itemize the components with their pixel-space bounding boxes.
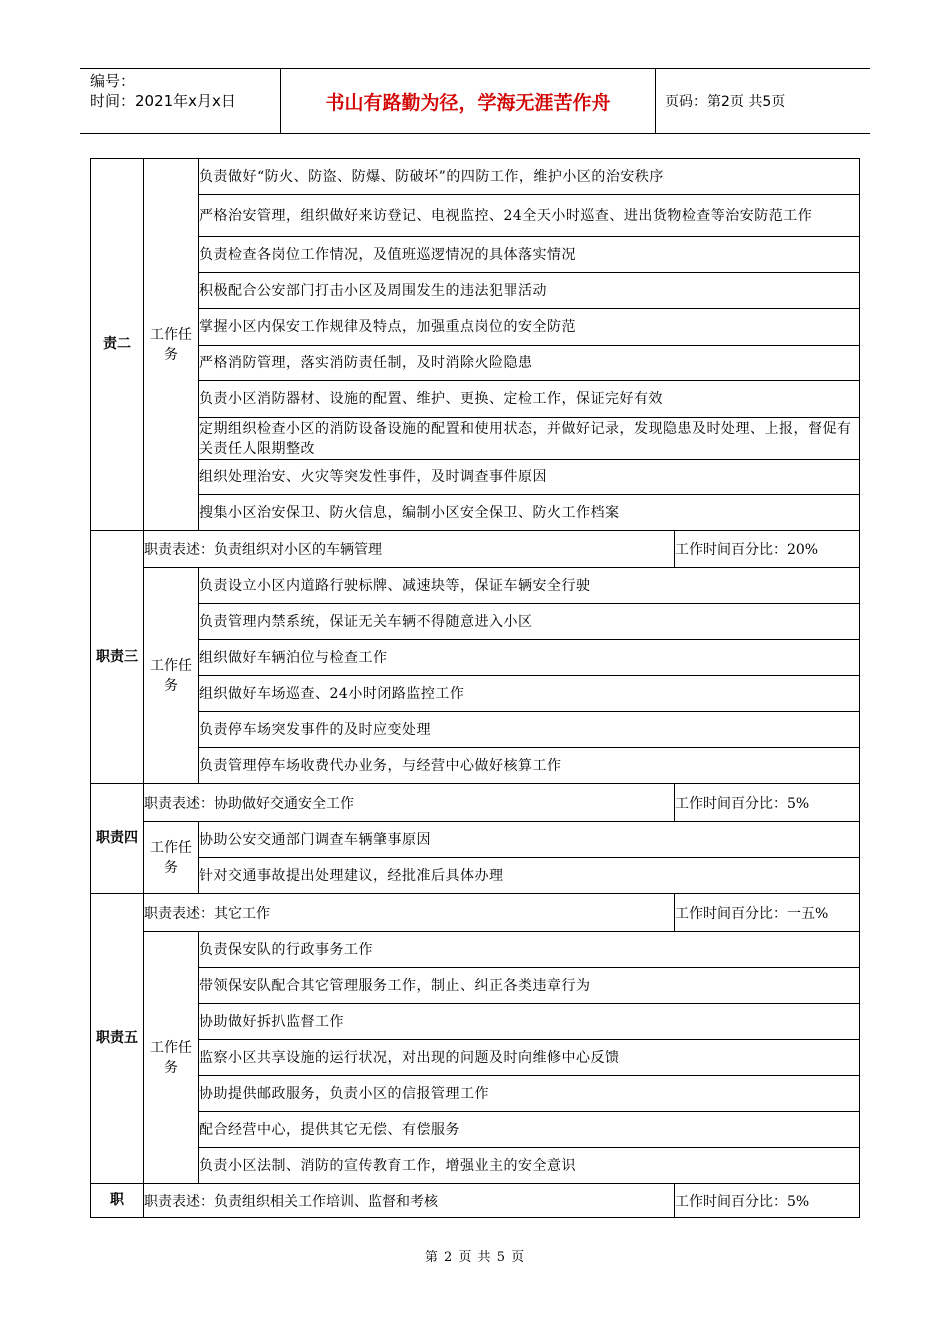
- number-label: 编号：: [90, 72, 136, 90]
- table-row: [91, 237, 860, 273]
- task-label: 工作任务: [144, 822, 199, 894]
- duty-label: 职责三: [91, 531, 144, 784]
- task-item: 负责检查各岗位工作情况，及值班巡逻情况的具体落实情况: [199, 237, 860, 273]
- task-item: 负责做好“防火、防盗、防爆、防破坏”的四防工作，维护小区的治安秩序: [199, 159, 860, 195]
- table-row: [91, 309, 860, 346]
- task-item: 带领保安队配合其它管理服务工作，制止、纠正各类违章行为: [199, 968, 860, 1004]
- task-item: 负责管理内禁系统，保证无关车辆不得随意进入小区: [199, 604, 860, 640]
- table-row: [91, 822, 860, 858]
- task-item: 组织做好车辆泊位与检查工作: [199, 640, 860, 676]
- table-row: [91, 381, 860, 418]
- duty-description: 职责表述：负责组织相关工作培训、监督和考核: [144, 1184, 675, 1218]
- task-label: 工作任务: [144, 568, 199, 784]
- task-item: 负责管理停车场收费代办业务，与经营中心做好核算工作: [199, 748, 860, 784]
- task-item: 协助公安交通部门调查车辆肇事原因: [199, 822, 860, 858]
- task-item: 针对交通事故提出处理建议，经批准后具体办理: [199, 858, 860, 894]
- table-row: [91, 1004, 860, 1040]
- duty-description: 职责表述：其它工作: [144, 894, 675, 932]
- duty-description: 职责表述：协助做好交通安全工作: [144, 784, 675, 822]
- table-row: [91, 858, 860, 894]
- table-row: [91, 968, 860, 1004]
- task-item: 配合经营中心，提供其它无偿、有偿服务: [199, 1112, 860, 1148]
- task-item: 协助做好拆扒监督工作: [199, 1004, 860, 1040]
- task-item: 负责设立小区内道路行驶标牌、减速块等，保证车辆安全行驶: [199, 568, 860, 604]
- table-row: [91, 1184, 860, 1218]
- task-item: 搜集小区治安保卫、防火信息，编制小区安全保卫、防火工作档案: [199, 495, 860, 531]
- time-percentage: 工作时间百分比：一五%: [674, 894, 859, 932]
- task-item: 定期组织检查小区的消防设备设施的配置和使用状态，并做好记录，发现隐患及时处理、上报，督促有关责任人限期整改: [199, 418, 860, 460]
- table-row: [91, 1040, 860, 1076]
- time-percentage: 工作时间百分比：5%: [674, 1184, 859, 1218]
- duty-label: 责二: [91, 159, 144, 531]
- task-item: 掌握小区内保安工作规律及特点，加强重点岗位的安全防范: [199, 309, 860, 346]
- table-row: [91, 748, 860, 784]
- table-row: [91, 932, 860, 968]
- task-item: 监察小区共享设施的运行状况，对出现的问题及时向维修中心反馈: [199, 1040, 860, 1076]
- duty-label: 职: [91, 1184, 144, 1218]
- table-row: [91, 460, 860, 495]
- duty-description: 职责表述：负责组织对小区的车辆管理: [144, 531, 675, 568]
- motto: 书山有路勤为径，学海无涯苦作舟: [325, 91, 611, 114]
- task-item: 负责停车场突发事件的及时应变处理: [199, 712, 860, 748]
- header-divider: [655, 69, 656, 133]
- task-item: 积极配合公安部门打击小区及周围发生的违法犯罪活动: [199, 273, 860, 309]
- date-label: 时间：2021年x月x日: [90, 92, 236, 110]
- table-row: [91, 894, 860, 932]
- task-label: 工作任务: [144, 159, 199, 531]
- table-row: [91, 1148, 860, 1184]
- page-header: [80, 68, 870, 134]
- table-row: [91, 346, 860, 381]
- page-footer: 第 2 页 共 5 页: [424, 1250, 526, 1265]
- task-item: 负责小区消防器材、设施的配置、维护、更换、定检工作，保证完好有效: [199, 381, 860, 418]
- duty-label: 职责五: [91, 894, 144, 1184]
- table-row: [91, 604, 860, 640]
- duties-table: [90, 158, 860, 1218]
- table-row: [91, 495, 860, 531]
- table-row: [91, 640, 860, 676]
- table-row: [91, 784, 860, 822]
- task-item: 组织做好车场巡查、24小时闭路监控工作: [199, 676, 860, 712]
- page-info: 页码：第2页 共5页: [665, 94, 786, 110]
- time-percentage: 工作时间百分比：20%: [674, 531, 859, 568]
- table-row: [91, 1076, 860, 1112]
- header-meta: [90, 71, 236, 111]
- task-item: 负责小区法制、消防的宣传教育工作，增强业主的安全意识: [199, 1148, 860, 1184]
- table-row: [91, 712, 860, 748]
- task-item: 严格治安管理，组织做好来访登记、电视监控、24全天小时巡查、进出货物检查等治安防范工作: [199, 195, 860, 237]
- table-row: [91, 568, 860, 604]
- task-item: 协助提供邮政服务，负责小区的信报管理工作: [199, 1076, 860, 1112]
- task-item: 组织处理治安、火灾等突发性事件，及时调查事件原因: [199, 460, 860, 495]
- table-row: [91, 273, 860, 309]
- table-row: [91, 418, 860, 460]
- table-row: [91, 531, 860, 568]
- table-row: [91, 676, 860, 712]
- time-percentage: 工作时间百分比：5%: [674, 784, 859, 822]
- table-row: [91, 1112, 860, 1148]
- task-label: 工作任务: [144, 932, 199, 1184]
- table-row: [91, 159, 860, 195]
- duty-label: 职责四: [91, 784, 144, 894]
- task-item: 负责保安队的行政事务工作: [199, 932, 860, 968]
- table-row: [91, 195, 860, 237]
- task-item: 严格消防管理，落实消防责任制，及时消除火险隐患: [199, 346, 860, 381]
